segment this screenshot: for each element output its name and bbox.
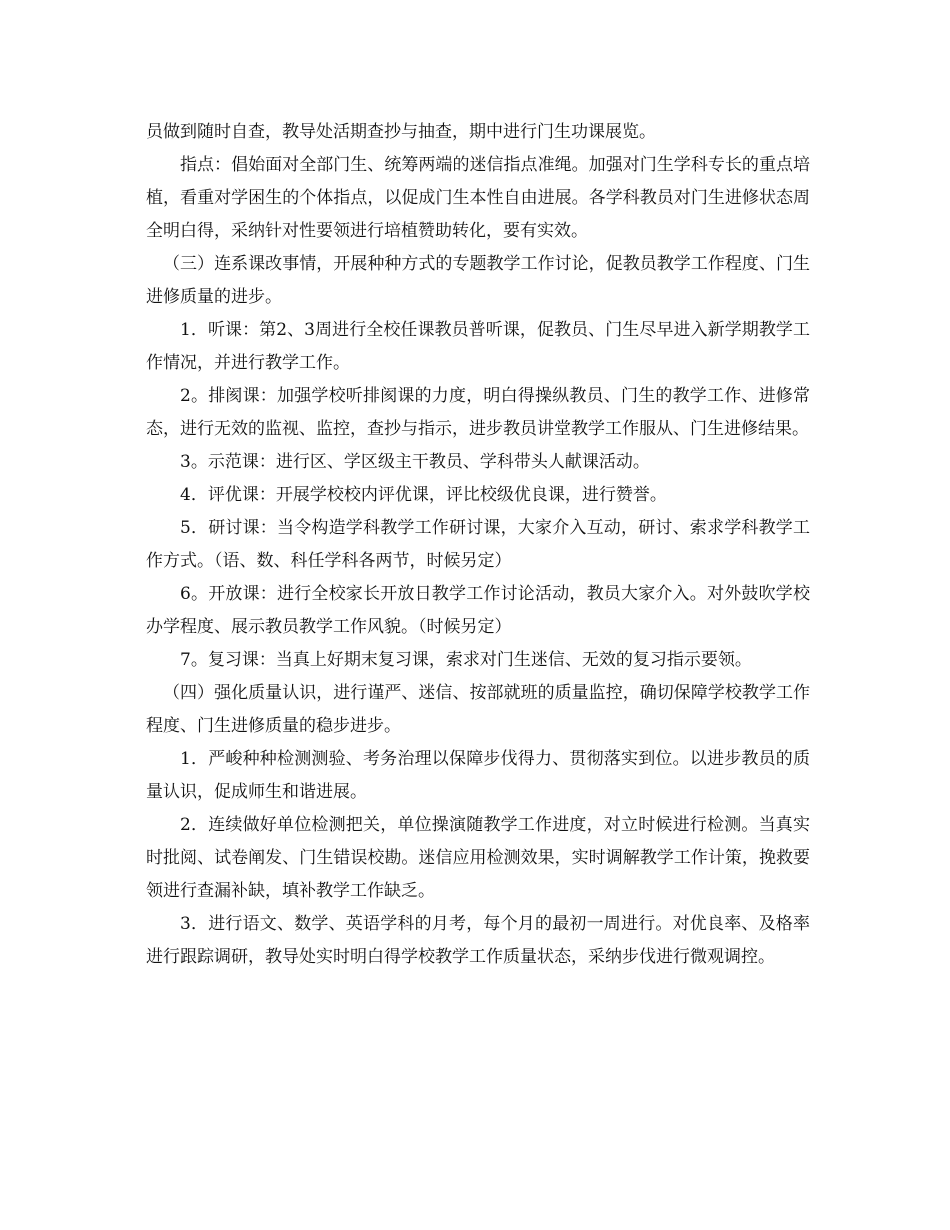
list-item-evaluation-class: 4．评优课：开展学校校内评优课，评比校级优良课，进行赞誉。: [180, 485, 667, 505]
list-item-exams: 1．严峻种种检测测验、考务治理以保障步伐得力、贯彻落实到位。以进步教员的质量认识，促成师生和谐进展。: [146, 749, 810, 802]
list-item-review-class: 2。排阂课：加强学校听排阂课的力度，明白得操纵教员、门生的教学工作、进修常态，进行无效的监视、监控，查抄与指示，进步教员讲堂教学工作服从、门生进修结果。: [146, 386, 810, 439]
body-text: [146, 116, 810, 974]
section-heading-3: （三）连系课改事情，开展种种方式的专题教学工作讨论，促教员教学工作程度、门生进修质量的进步。: [146, 254, 810, 307]
list-item-revision-class: 7。复习课：当真上好期末复习课，索求对门生迷信、无效的复习指示要领。: [180, 650, 752, 670]
list-item-seminar-class: 5．研讨课：当令构造学科教学工作研讨课，大家介入互动，研讨、索求学科教学工作方式。（语、数、科任学科各两节，时候另定）: [146, 518, 810, 571]
paragraph-continuation: 员做到随时自查，教导处活期查抄与抽查，期中进行门生功课展览。: [146, 122, 656, 142]
section-heading-4: （四）强化质量认识，进行谨严、迷信、按部就班的质量监控，确切保障学校教学工作程度、门生进修质量的稳步进步。: [146, 683, 810, 736]
list-item-listening: 1．听课：第2、3周进行全校任课教员普听课，促教员、门生尽早进入新学期教学工作情况，并进行教学工作。: [146, 320, 810, 373]
list-item-open-class: 6。开放课：进行全校家长开放日教学工作讨论活动，教员大家介入。对外鼓吹学校办学程度、展示教员教学工作风貌。（时候另定）: [146, 584, 810, 637]
list-item-monthly-tests: 3．进行语文、数学、英语学科的月考，每个月的最初一周进行。对优良率、及格率进行跟踪调研，教导处实时明白得学校教学工作质量状态，采纳步伐进行微观调控。: [146, 914, 810, 967]
list-item-demo-class: 3。示范课：进行区、学区级主干教员、学科带头人献课活动。: [180, 452, 650, 472]
paragraph-guidance: 指点：倡始面对全部门生、统筹两端的迷信指点准绳。加强对门生学科专长的重点培植，看重对学困生的个体指点，以促成门生本性自由进展。各学科教员对门生进修状态周全明白得，采纳针对性要领进行培植赞助转化，要有实效。: [146, 155, 810, 241]
list-item-unit-tests: 2．连续做好单位检测把关，单位操演随教学工作进度，对立时候进行检测。当真实时批阅、试卷阐发、门生错误校勘。迷信应用检测效果，实时调解教学工作计策，挽救要领进行查漏补缺，填补教学工作缺乏。: [146, 815, 810, 901]
